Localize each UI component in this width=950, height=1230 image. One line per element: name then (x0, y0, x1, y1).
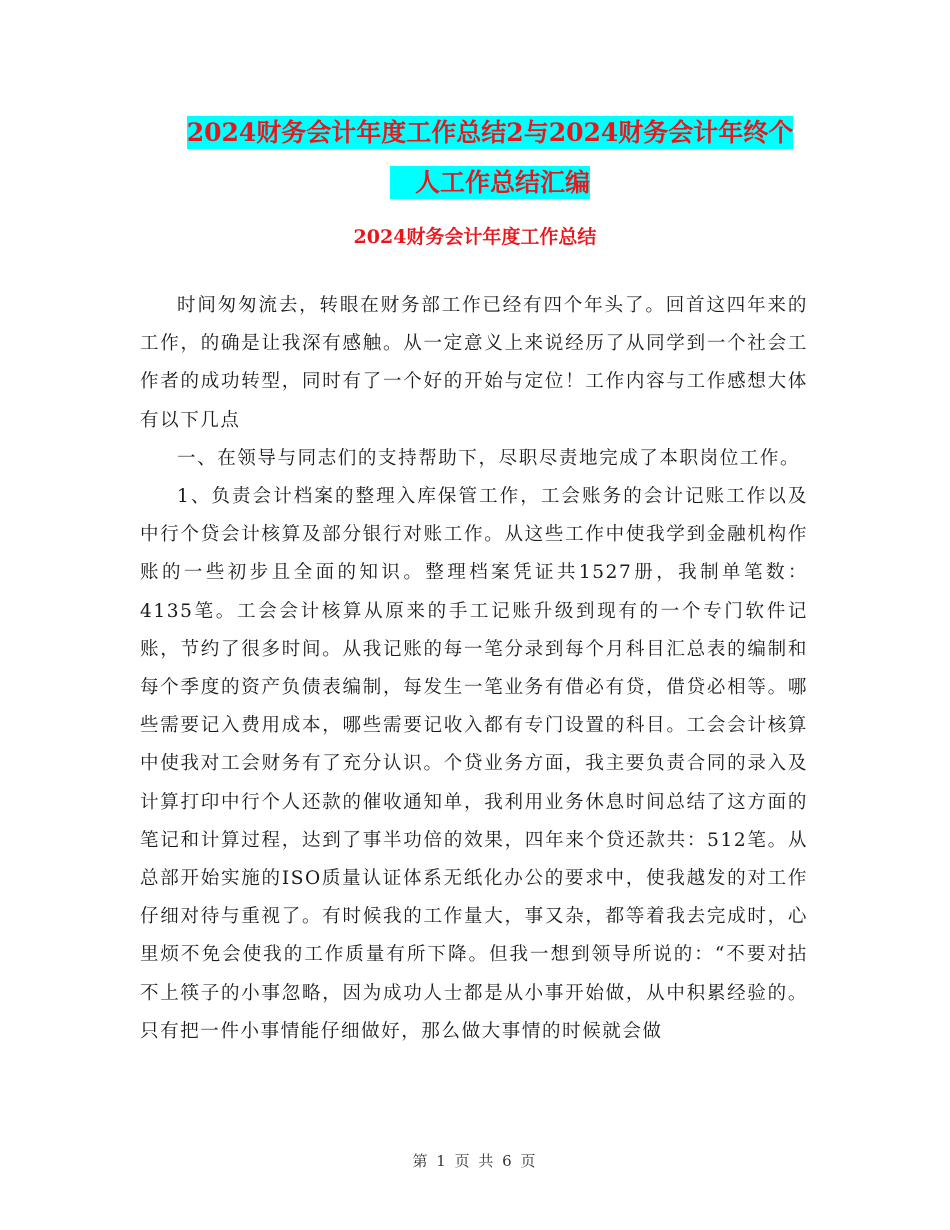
paragraph-3: 1、负责会计档案的整理入库保管工作，工会账务的会计记账工作以及中行个贷会计核算及部分银行对账工作。从这些工作中使我学到金融机构作账的一些初步且全面的知识。整理档案凭证共1527册，我制单笔数：4135笔。工会会计核算从原来的手工记账升级到现有的一个专门软件记账，节约了很多时间。从我记账的每一笔分录到每个月科目汇总表的编制和每个季度的资产负债表编制，每发生一笔业务有借必有贷，借贷必相等。哪些需要记入费用成本，哪些需要记收入都有专门设置的科目。工会会计核算中使我对工会财务有了充分认识。个贷业务方面，我主要负责合同的录入及计算打印中行个人还款的催收通知单，我利用业务休息时间总结了这方面的笔记和计算过程，达到了事半功倍的效果，四年来个贷还款共：512笔。从总部开始实施的ISO质量认证体系无纸化办公的要求中，使我越发的对工作仔细对待与重视了。有时候我的工作量大，事又杂，都等着我去完成时，心里烦不免会使我的工作质量有所下降。但我一想到领导所说的：“不要对拈不上筷子的小事忽略，因为成功人士都是从小事开始做，从中积累经验的。只有把一件小事情能仔细做好，那么做大事情的时候就会做 (140, 486, 808, 1042)
title-line-2: 人工作总结汇编 (390, 166, 590, 199)
document-body (140, 287, 808, 1051)
section-title: 2024财务会计年度工作总结 (353, 226, 597, 248)
paragraph-1: 时间匆匆流去，转眼在财务部工作已经有四个年头了。回首这四年来的工作，的确是让我深有感触。从一定意义上来说经历了从同学到一个社会工作者的成功转型，同时有了一个好的开始与定位！工作内容与工作感想大体有以下几点 (140, 295, 808, 431)
page-footer: 第 1 页 共 6 页 (412, 1152, 538, 1170)
document-title (140, 108, 840, 208)
title-line-1: 2024财务会计年度工作总结2与2024财务会计年终个 (186, 118, 794, 147)
paragraph-2: 一、在领导与同志们的支持帮助下，尽职尽责地完成了本职岗位工作。 (177, 447, 801, 469)
